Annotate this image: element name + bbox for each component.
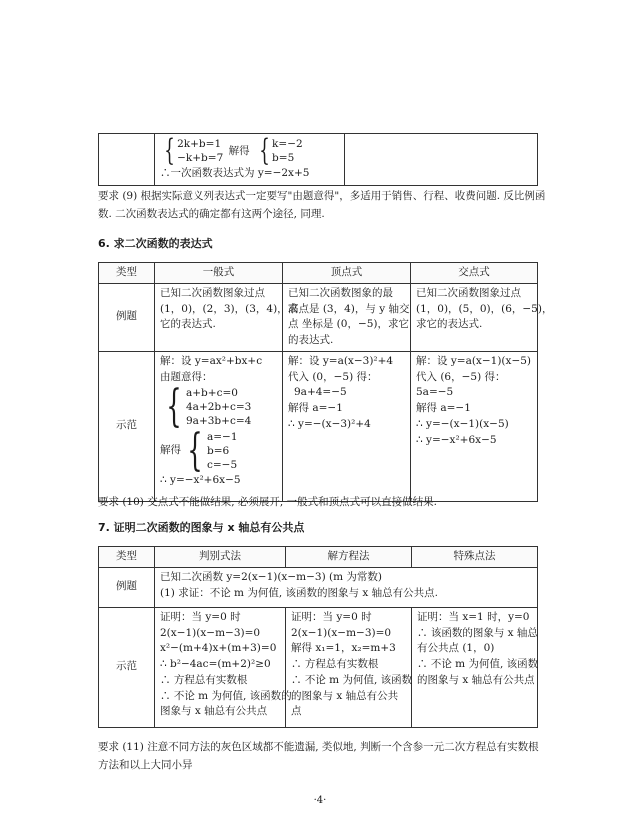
note-line: 方法和以上大同小异 (98, 759, 193, 772)
text-line: ∴ b²−4ac=(m+2)²≥0 (160, 658, 271, 670)
header-type: 类型 (99, 263, 155, 284)
text-line: 有公共点 (1，0) (417, 642, 495, 655)
text-line: 证明：当 x=1 时，y=0 (417, 610, 530, 623)
solution-line: c=−5 (207, 459, 238, 472)
text-line: 的图象与 x 轴总有公共 (291, 689, 399, 702)
text-line: 5a=−5 (416, 386, 454, 399)
text-line: 已知二次函数图象的最 (288, 286, 393, 299)
top-table-fragment (98, 133, 538, 186)
equation-line: −k+b=7 (177, 152, 224, 164)
text-line: 证明：当 y=0 时 (291, 610, 372, 623)
section-6-title: 6. 求二次函数的表达式 (98, 237, 213, 250)
demo-solve-equation (286, 607, 412, 727)
row-label-example: 例题 (99, 283, 155, 351)
text-line: 2(x−1)(x−m−3)=0 (160, 626, 261, 639)
header-vertex-form: 顶点式 (283, 263, 411, 284)
equation-system (160, 381, 252, 433)
section-7-title: 7. 证明二次函数的图象与 x 轴总有公共点 (98, 521, 305, 534)
equation-line: 9a+3b+c=4 (186, 415, 252, 428)
text-line: 点 (291, 705, 302, 718)
left-brace: { (164, 133, 175, 168)
header-special-point-method: 特殊点法 (412, 547, 538, 568)
top-solution-cell (155, 134, 345, 186)
text-line: 解得 a=−1 (416, 402, 471, 414)
result-line: ∴ y=−x²+6x−5 (416, 433, 497, 446)
text-line: (1，0)，(2，3)，(3，4)，求 (160, 302, 299, 315)
text-line: 已知二次函数图象过点 (160, 286, 265, 299)
row-label-example: 例题 (99, 567, 155, 607)
empty-cell (345, 134, 538, 186)
text-line: 解：设 y=a(x−3)²+4 (288, 354, 394, 367)
requirement-note-10: 要求 (10) 交点式不能做结果, 必须展开, 一般式和顶点式可以直接做结果. (98, 496, 437, 508)
example-vertex (283, 283, 411, 351)
page-number: ·4· (313, 795, 327, 806)
text-line: ∴ 不论 m 为何值, 该函数 (417, 658, 539, 670)
row-label-demo: 示范 (99, 607, 155, 727)
note-line: 要求 (9) 根据实际意义列表达式一定要写"由题意得"，多适用于销售、行程、收费问题. 反比例函 (98, 190, 546, 202)
left-brace: { (187, 425, 203, 477)
header-type: 类型 (99, 547, 155, 568)
solution-system (255, 133, 303, 168)
text-line: 的表达式. (288, 334, 334, 346)
example-intercept (411, 283, 553, 351)
row-label-demo: 示范 (99, 351, 155, 501)
text-line: ∴ 该函数的图象与 x 轴总 (417, 626, 538, 639)
text-line: 求它的表达式. (416, 318, 483, 331)
text-line: (1) 求证：不论 m 为何值, 该函数的图象与 x 轴总有公共点. (160, 586, 438, 599)
text-line: 由题意得： (160, 370, 213, 383)
section-6-table (98, 262, 553, 502)
requirement-note-9 (98, 187, 546, 224)
text-line: 解得 x₁=1，x₂=m+3 (291, 642, 396, 655)
text-line: ∴ y=−(x−1)(x−5) (416, 417, 509, 430)
text-line: 证明：当 y=0 时 (160, 610, 241, 623)
text-line: 9a+4=−5 (294, 386, 347, 399)
equation-system (160, 133, 224, 168)
text-line: 代入 (6，−5) 得： (416, 370, 506, 383)
result-line: ∴ y=−(x−3)²+4 (288, 417, 371, 430)
equation-line: a+b+c=0 (186, 386, 238, 399)
text-line: 高点是 (3，4)，与 y 轴交 (288, 302, 410, 315)
result-line: ∴ y=−x²+6x−5 (160, 474, 241, 487)
solution-line: b=5 (272, 152, 295, 164)
text-line: 它的表达式. (160, 318, 216, 331)
demo-vertex (283, 351, 411, 501)
text-line: 解：设 y=a(x−1)(x−5) (416, 354, 532, 367)
text-line: 解：设 y=ax²+bx+c (160, 354, 263, 367)
example-problem (155, 567, 538, 607)
solution-line: a=−1 (207, 430, 238, 443)
solve-word: 解得 (160, 444, 181, 457)
text-line: ∴ 不论 m 为何值, 该函数的 (160, 689, 292, 702)
solution-line: b=6 (207, 445, 230, 458)
text-line: 已知二次函数 y=2(x−1)(x−m−3) (m 为常数) (160, 570, 383, 583)
empty-cell (99, 134, 155, 186)
left-brace: { (166, 381, 182, 433)
equation-line: 4a+2b+c=3 (186, 401, 252, 414)
text-line: 点 坐标是 (0，−5)，求它 (288, 318, 410, 331)
requirement-note-11 (98, 738, 538, 775)
demo-general (155, 351, 283, 501)
text-line: ∴ 方程总有实数根 (291, 658, 379, 670)
example-general (155, 283, 299, 351)
solve-word: 解得 (228, 145, 250, 157)
left-brace: { (259, 133, 270, 168)
text-line: 图象与 x 轴总有公共点 (160, 705, 268, 718)
text-line: 的图象与 x 轴总有公共点 (417, 673, 535, 686)
solution-system (181, 425, 238, 477)
note-line: 数. 二次函数表达式的确定都有这两个途径, 同理. (98, 208, 325, 221)
text-line: ∴ 方程总有实数根 (160, 673, 248, 686)
solution-line: k=−2 (272, 137, 303, 150)
text-line: 已知二次函数图象过点 (416, 286, 521, 299)
text-line: 解得 a=−1 (288, 402, 343, 414)
equation-line: 2k+b=1 (177, 137, 222, 150)
demo-intercept (411, 351, 538, 501)
section-7-table (98, 546, 538, 728)
text-line: ∴ 不论 m 为何值, 该函数 (291, 673, 413, 686)
header-discriminant-method: 判别式法 (155, 547, 286, 568)
note-line: 要求 (11) 注意不同方法的灰色区域都不能遗漏, 类似地, 判断一个含参一元二次方程总有实数根 (98, 741, 539, 753)
header-intercept-form: 交点式 (411, 263, 538, 284)
text-line: x²−(m+4)x+(m+3)=0 (160, 642, 277, 655)
text-line: 代入 (0，−5) 得： (288, 370, 378, 383)
demo-discriminant (155, 607, 292, 727)
demo-special-point (412, 607, 538, 727)
header-general-form: 一般式 (155, 263, 283, 284)
text-line: 2(x−1)(x−m−3)=0 (291, 626, 392, 639)
conclusion-line: ∴一次函数表达式为 y=−2x+5 (160, 167, 310, 179)
header-solve-equation-method: 解方程法 (286, 547, 412, 568)
text-line: (1，0)，(5，0)，(6，−5)， (416, 302, 553, 315)
